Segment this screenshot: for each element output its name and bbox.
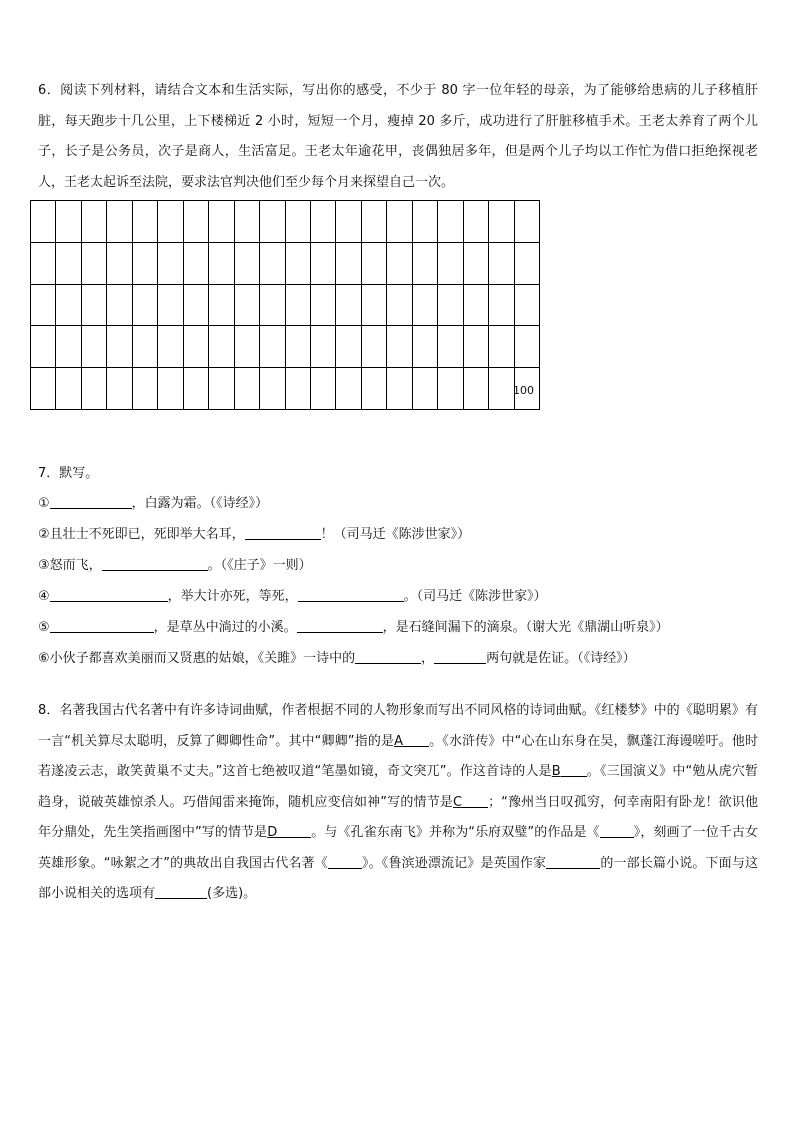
dictation-line-4: ④ ，举大计亦死，等死， 。（司马迁《陈涉世家》） — [38, 581, 758, 612]
answer-blank[interactable] — [600, 822, 634, 838]
grid-cell[interactable] — [235, 243, 260, 285]
grid-cell[interactable] — [82, 368, 107, 410]
grid-cell[interactable] — [82, 285, 107, 327]
grid-cell[interactable] — [286, 243, 311, 285]
grid-cell[interactable] — [260, 243, 285, 285]
grid-cell[interactable] — [489, 368, 514, 410]
grid-cell[interactable] — [515, 243, 540, 285]
grid-cell[interactable] — [489, 201, 514, 243]
grid-cell[interactable] — [107, 368, 132, 410]
grid-cell[interactable] — [336, 285, 361, 327]
grid-cell[interactable] — [184, 201, 209, 243]
grid-cell[interactable] — [489, 285, 514, 327]
grid-cell[interactable] — [158, 285, 183, 327]
grid-cell[interactable] — [184, 243, 209, 285]
question-6 — [38, 76, 758, 198]
grid-cell[interactable] — [515, 285, 540, 327]
question-8: 8．名著我国古代名著中有许多诗词曲赋，作者根据不同的人物形象而写出不同风格的诗词曲赋。《红楼梦》中的《聪明累》有一言“机关算尽太聪明，反算了卿卿性命”。其中“卿卿”指的是A 。《水浒传》中“心在山东身在吴，飘蓬江海谩嗟吁。他时若遂凌云志，敢笑黄巢不丈夫。”这首七绝被叹道“笔墨如镜，奇文突兀”。作这首诗的人是B 。《三国演义》中“勉从虎穴暂趋身，说破英雄惊杀人。巧借闻雷来掩饰，随机应变信如神”写的情节是C ；“豫州当日叹孤穷，何幸南阳有卧龙！欲识他年分鼎处，先生笑指画图中”写的情节是D 。与《孔雀东南飞》并称为“乐府双璧”的作品是《 》，刻画了一位千古女英雄形象。“咏絮之才”的典故出自我国古代名著《 》。《鲁滨逊漂流记》是英国作家 的一部长篇小说。下面与这部小说相关的选项有 (多选)。 — [38, 703, 758, 901]
grid-cell[interactable] — [489, 326, 514, 368]
dictation-line-5: ⑤ ，是草丛中淌过的小溪。 ，是石缝间漏下的滴泉。（谢大光《鼎湖山听泉》） — [38, 612, 758, 643]
grid-cell[interactable] — [184, 285, 209, 327]
answer-blank[interactable] — [102, 555, 208, 571]
answer-label-a: A — [394, 733, 404, 749]
grid-cell[interactable] — [56, 201, 81, 243]
grid-cell[interactable] — [31, 368, 56, 410]
answer-label-d: D — [267, 825, 278, 840]
grid-cell[interactable] — [31, 243, 56, 285]
grid-cell[interactable] — [413, 326, 438, 368]
grid-cell[interactable] — [209, 326, 234, 368]
grid-cell[interactable] — [515, 201, 540, 243]
grid-cell[interactable] — [31, 201, 56, 243]
answer-blank[interactable] — [50, 617, 154, 633]
grid-cell[interactable] — [133, 201, 158, 243]
grid-cell[interactable] — [336, 326, 361, 368]
answer-blank[interactable] — [50, 493, 132, 509]
grid-cell[interactable] — [387, 243, 412, 285]
grid-cell[interactable] — [387, 368, 412, 410]
grid-cell[interactable] — [311, 285, 336, 327]
grid-cell[interactable] — [133, 368, 158, 410]
grid-cell[interactable] — [336, 201, 361, 243]
question-7-title: 7．默写。 — [38, 466, 99, 481]
grid-cell[interactable] — [107, 201, 132, 243]
grid-cell[interactable] — [362, 243, 387, 285]
grid-cell[interactable] — [56, 326, 81, 368]
grid-cell[interactable] — [133, 285, 158, 327]
grid-cell[interactable] — [286, 326, 311, 368]
grid-cell[interactable] — [464, 243, 489, 285]
answer-blank[interactable] — [298, 586, 404, 602]
grid-cell[interactable] — [464, 326, 489, 368]
grid-cell[interactable] — [413, 201, 438, 243]
grid-cell[interactable] — [56, 285, 81, 327]
grid-cell[interactable] — [515, 326, 540, 368]
grid-cell[interactable] — [286, 285, 311, 327]
grid-cell[interactable] — [311, 201, 336, 243]
question-7 — [38, 458, 758, 674]
grid-cell[interactable] — [235, 368, 260, 410]
grid-cell[interactable] — [336, 368, 361, 410]
answer-label-c: C — [453, 794, 463, 810]
dictation-line-6: ⑥小伙子都喜欢美丽而又贤惠的姑娘，《关雎》一诗中的 ， 两句就是佐证。（《诗经》） — [38, 643, 758, 674]
grid-cell[interactable] — [107, 326, 132, 368]
grid-cell[interactable] — [107, 243, 132, 285]
grid-cell[interactable] — [387, 201, 412, 243]
dictation-line-1: ① ，白露为霜。（《诗经》） — [38, 488, 758, 519]
grid-cell[interactable] — [438, 285, 463, 327]
answer-blank[interactable] — [434, 648, 486, 664]
answer-blank[interactable] — [328, 853, 362, 869]
grid-cell[interactable] — [133, 243, 158, 285]
grid-cell[interactable] — [413, 285, 438, 327]
answer-blank[interactable] — [277, 822, 311, 838]
answer-blank[interactable] — [561, 761, 587, 777]
grid-cell[interactable] — [311, 326, 336, 368]
grid-cell[interactable] — [235, 285, 260, 327]
dictation-line-3: ③怒而飞， 。（《庄子》一则） — [38, 550, 758, 581]
grid-cell[interactable] — [158, 326, 183, 368]
grid-cell[interactable] — [158, 243, 183, 285]
answer-blank[interactable] — [546, 853, 600, 869]
grid-cell[interactable] — [209, 243, 234, 285]
answer-blank[interactable] — [355, 648, 421, 664]
grid-cell[interactable] — [464, 201, 489, 243]
grid-cell[interactable] — [260, 326, 285, 368]
grid-cell[interactable] — [438, 201, 463, 243]
answer-blank[interactable] — [50, 586, 168, 602]
grid-cell[interactable] — [413, 243, 438, 285]
grid-cell[interactable] — [260, 368, 285, 410]
grid-cell[interactable] — [413, 368, 438, 410]
grid-cell[interactable] — [387, 285, 412, 327]
grid-cell[interactable] — [209, 368, 234, 410]
answer-label-b: B — [551, 764, 561, 779]
grid-cell[interactable] — [107, 285, 132, 327]
grid-cell[interactable] — [286, 201, 311, 243]
grid-cell[interactable] — [260, 285, 285, 327]
grid-cell[interactable] — [31, 285, 56, 327]
grid-cell[interactable] — [362, 326, 387, 368]
grid-cell[interactable] — [260, 201, 285, 243]
grid-cell[interactable] — [82, 326, 107, 368]
grid-cell[interactable] — [56, 368, 81, 410]
grid-cell[interactable] — [438, 368, 463, 410]
dictation-line-2: ②且壮士不死即已，死即举大名耳， ！（司马迁《陈涉世家》） — [38, 519, 758, 550]
grid-cell[interactable] — [158, 368, 183, 410]
grid-cell[interactable] — [82, 201, 107, 243]
grid-cell[interactable] — [184, 368, 209, 410]
grid-cell[interactable] — [133, 326, 158, 368]
grid-cell[interactable] — [209, 201, 234, 243]
writing-grid[interactable] — [30, 200, 540, 410]
answer-blank[interactable] — [403, 731, 429, 747]
grid-cell[interactable] — [286, 368, 311, 410]
answer-blank[interactable] — [245, 524, 321, 540]
grid-cell[interactable] — [31, 326, 56, 368]
grid-cell[interactable] — [311, 368, 336, 410]
grid-cell[interactable] — [438, 243, 463, 285]
grid-cell[interactable] — [235, 201, 260, 243]
grid-cell[interactable] — [438, 326, 463, 368]
grid-cell[interactable] — [158, 201, 183, 243]
answer-blank[interactable] — [462, 792, 488, 808]
grid-cell[interactable] — [362, 285, 387, 327]
answer-blank[interactable] — [297, 617, 383, 633]
grid-cell[interactable] — [82, 243, 107, 285]
grid-cell[interactable] — [209, 285, 234, 327]
question-6-text: 6．阅读下列材料，请结合文本和生活实际，写出你的感受，不少于 80 字一位年轻的母亲，为了能够给患病的儿子移植肝脏，每天跑步十几公里，上下楼梯近 2 小时，短短一个月，瘦掉 20 多斤，成功进行了肝脏移植手术。王老太养育了两个儿子，长子是公务员，次子是商人，生活富足。王老太年逾花甲，丧偶独居多年，但是两个儿子均以工作忙为借口拒绝探视老人，王老太起诉至法院，要求法官判决他们至少每个月来探望自己一次。 — [38, 83, 758, 190]
grid-cell[interactable] — [362, 201, 387, 243]
grid-cell[interactable] — [489, 243, 514, 285]
grid-cell[interactable] — [235, 326, 260, 368]
grid-cell[interactable] — [336, 243, 361, 285]
grid-cell[interactable] — [311, 243, 336, 285]
answer-blank[interactable] — [155, 883, 207, 899]
grid-cell[interactable] — [362, 368, 387, 410]
grid-cell[interactable] — [184, 326, 209, 368]
grid-cell[interactable] — [464, 368, 489, 410]
grid-cell[interactable] — [56, 243, 81, 285]
grid-word-count: 100 — [513, 384, 534, 397]
grid-cell[interactable] — [387, 326, 412, 368]
grid-cell[interactable] — [464, 285, 489, 327]
